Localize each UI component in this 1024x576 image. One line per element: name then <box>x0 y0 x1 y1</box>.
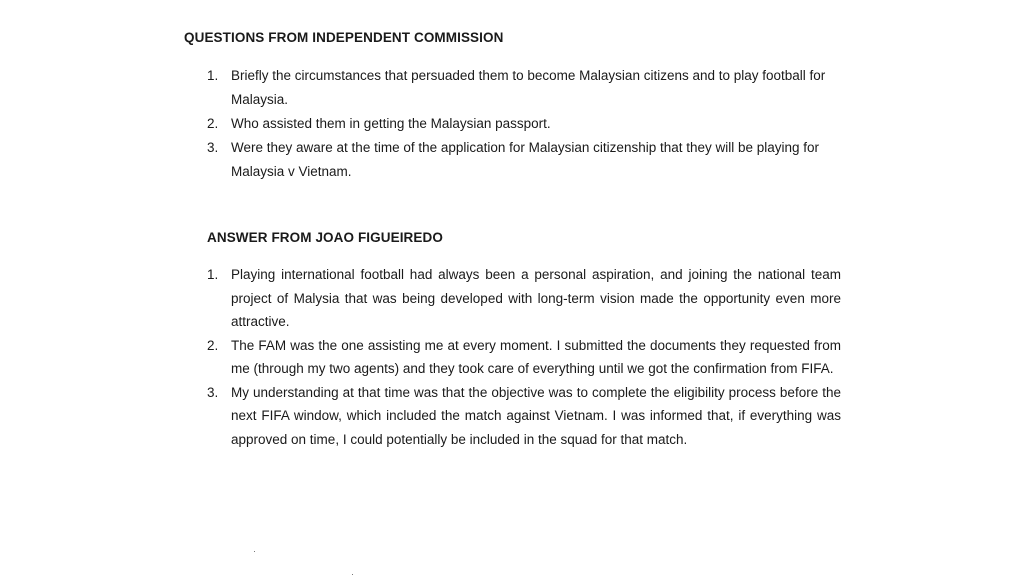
list-item <box>207 136 827 184</box>
scan-speck <box>254 551 255 552</box>
list-item-text: The FAM was the one assisting me at every moment. I submitted the documents they requested from me (through my two agents) and they took care of everything until we got the confirmation from FIFA. <box>231 337 841 376</box>
list-item-text: My understanding at that time was that the objective was to complete the eligibility process before the next FIFA window, which included the match against Vietnam. I was informed that, if everything was approved on time, I could potentially be included in the squad for that match. <box>231 384 841 447</box>
list-item-text: Who assisted them in getting the Malaysian passport. <box>231 116 551 131</box>
list-item <box>207 64 827 112</box>
list-item <box>207 263 841 334</box>
list-item-text: Playing international football had always been a personal aspiration, and joining the national team project of Malysia that was being developed with long-term vision made the opportunity even more attractive. <box>231 267 841 329</box>
list-item-number: 3. <box>207 384 219 400</box>
questions-heading: QUESTIONS FROM INDEPENDENT COMMISSION <box>184 30 504 45</box>
list-item-number: 1. <box>207 68 219 83</box>
list-item <box>207 381 841 452</box>
list-item <box>207 334 841 381</box>
answer-heading: ANSWER FROM JOAO FIGUEIREDO <box>207 230 443 245</box>
list-item-number: 2. <box>207 116 219 131</box>
answers-list <box>207 263 841 451</box>
scan-speck <box>352 574 353 575</box>
questions-list <box>207 64 827 184</box>
list-item-number: 3. <box>207 140 219 155</box>
list-item-text: Were they aware at the time of the application for Malaysian citizenship that they will be playing for Malaysia v Vietnam. <box>231 140 820 179</box>
list-item-number: 2. <box>207 337 219 353</box>
list-item-text: Briefly the circumstances that persuaded them to become Malaysian citizens and to play football for Malaysia. <box>231 68 826 107</box>
list-item-number: 1. <box>207 267 219 282</box>
list-item <box>207 112 827 136</box>
